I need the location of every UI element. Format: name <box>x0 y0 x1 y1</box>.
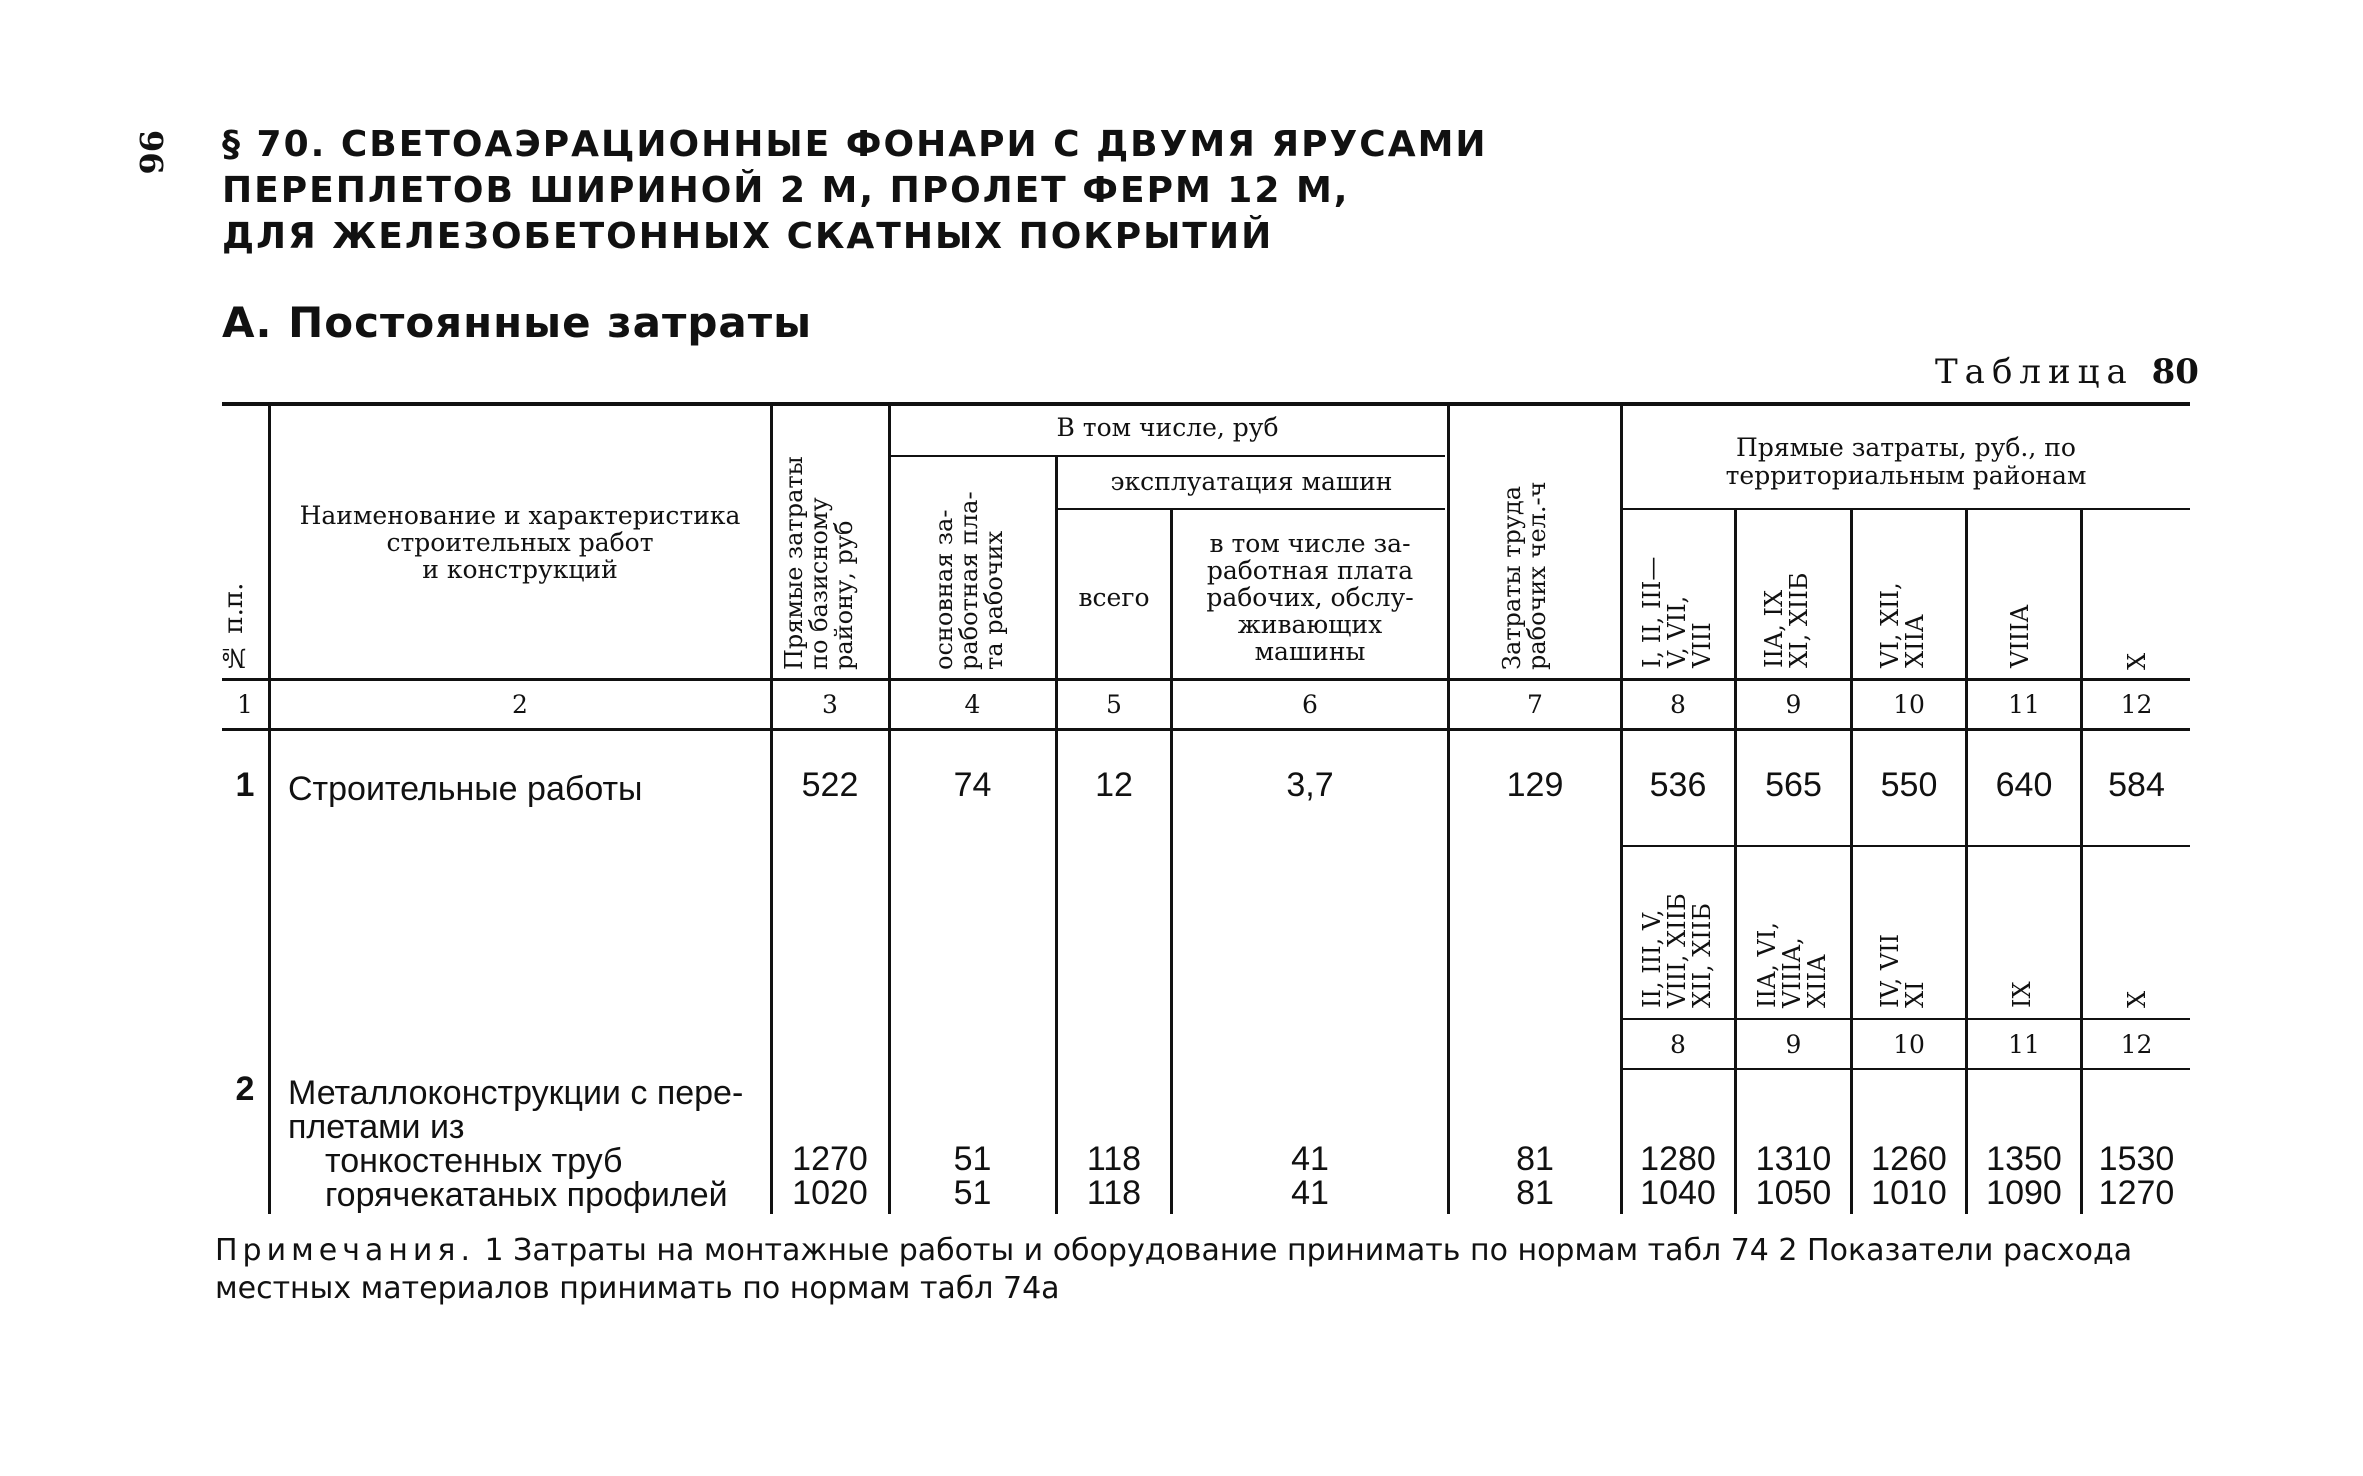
col-rule-9 <box>1850 510 1853 1214</box>
colnum-8: 8 <box>1670 690 1686 719</box>
colnum-5: 5 <box>1106 690 1122 719</box>
row2-sub1-region-1: 1280 <box>1640 1140 1716 1178</box>
row2-sub1-machine-total: 118 <box>1086 1140 1142 1178</box>
header2-region-2: IIA, VI, VIIIA, XIIA <box>1753 922 1831 1008</box>
row2-no: 2 <box>235 1070 255 1108</box>
row2-sub1-direct-cost: 1270 <box>792 1140 868 1178</box>
colnum2-9: 9 <box>1785 1030 1802 1059</box>
row1-no: 1 <box>235 766 255 804</box>
col-rule-4 <box>1055 456 1058 1214</box>
table-notes <box>215 1232 2215 1308</box>
row2-sub2-machine-wage: 41 <box>1291 1174 1329 1212</box>
machine-group-rule <box>1058 508 1445 510</box>
table-caption-number: 80 <box>2151 352 2199 392</box>
header2-region-3: IV, VII XI <box>1876 933 1929 1008</box>
header-region-2: IIA, IX XI, XIIБ <box>1760 572 1813 668</box>
colnum2-10: 10 <box>1893 1030 1925 1059</box>
header2-region-1: II, III, V, VIII, XIIБ XII, XIIБ <box>1638 893 1716 1008</box>
colnum-11: 11 <box>2008 690 2040 719</box>
row1-machine-wage: 3,7 <box>1286 766 1334 804</box>
header-region-3: VI, XII, XIIA <box>1876 582 1929 668</box>
row2-name-line2: плетами из <box>288 1108 465 1146</box>
header-direct-cost: Прямые затраты по базисному району, руб <box>780 456 858 670</box>
colnum-1: 1 <box>237 690 253 719</box>
row2-sub2-region-5: 1270 <box>2098 1174 2175 1212</box>
row2-sub2-labor: 81 <box>1516 1174 1554 1212</box>
section-heading <box>222 122 1488 260</box>
header-incl-group: В том числе, руб <box>1056 413 1279 442</box>
header2-region-4: IX <box>2008 981 2036 1008</box>
row1-region-2: 565 <box>1765 766 1822 804</box>
heading-line-1: § 70. СВЕТОАЭРАЦИОННЫЕ ФОНАРИ С ДВУМЯ ЯРУСАМИ <box>222 124 1488 165</box>
header2-region-5: X <box>2123 990 2151 1008</box>
subsection-title: А. Постоянные затраты <box>222 298 813 347</box>
row2-sub1-labor: 81 <box>1516 1140 1554 1178</box>
heading-line-3: ДЛЯ ЖЕЛЕЗОБЕТОННЫХ СКАТНЫХ ПОКРЫТИЙ <box>222 216 1274 257</box>
table-top-rule <box>222 402 2190 406</box>
col-rule-3 <box>888 404 891 1214</box>
regions2-bottom-rule <box>1622 1018 2190 1020</box>
row1-direct-cost: 522 <box>801 766 859 804</box>
notes-lead: Примечания. <box>215 1233 475 1268</box>
colnum2-11: 11 <box>2008 1030 2040 1059</box>
colnum-12: 12 <box>2120 690 2153 719</box>
col-rule-10 <box>1965 510 1968 1214</box>
colnum-9: 9 <box>1785 690 1802 719</box>
col-rule-2 <box>770 404 773 1214</box>
row2-sub2-region-3: 1010 <box>1871 1174 1947 1212</box>
row2-sub2-name: горячекатаных профилей <box>325 1176 728 1214</box>
regions-group-rule <box>1622 508 2190 510</box>
header-labor: Затраты труда рабочих чел.-ч <box>1498 481 1551 670</box>
header-regions-group: Прямые затраты, руб., по территориальным районам <box>1725 433 2087 490</box>
table-caption <box>1935 352 2199 392</box>
colnum-bottom-rule <box>222 728 2190 731</box>
row1-regions-rule <box>1622 845 2190 847</box>
row1-labor: 129 <box>1506 766 1564 804</box>
colnum-4: 4 <box>964 690 981 719</box>
heading-line-2: ПЕРЕПЛЕТОВ ШИРИНОЙ 2 М, ПРОЛЕТ ФЕРМ 12 М, <box>222 170 1350 211</box>
row1-machine-total: 12 <box>1095 766 1133 804</box>
row2-sub1-machine-wage: 41 <box>1291 1140 1329 1178</box>
header-name: Наименование и характеристика строительных работ и конструкций <box>299 501 741 584</box>
incl-group-rule <box>890 455 1445 457</box>
row2-sub1-region-2: 1310 <box>1755 1140 1832 1178</box>
header-no: № п.п. <box>219 582 249 672</box>
header-machine-total: всего <box>1078 583 1150 612</box>
row2-sub1-base-wage: 51 <box>953 1140 992 1178</box>
colnum-7: 7 <box>1527 690 1543 719</box>
row2-sub2-machine-total: 118 <box>1086 1174 1142 1212</box>
table-caption-label: Таблица <box>1935 352 2134 392</box>
row1-region-1: 536 <box>1649 766 1707 804</box>
row2-sub2-direct-cost: 1020 <box>792 1174 868 1212</box>
colnum2-12: 12 <box>2120 1030 2153 1059</box>
col-rule-8 <box>1734 510 1737 1214</box>
row2-sub2-region-4: 1090 <box>1986 1174 2062 1212</box>
col-rule-11 <box>2080 510 2083 1214</box>
row1-region-5: 584 <box>2108 766 2165 804</box>
header-region-4: VIIIA <box>2006 604 2034 668</box>
header-region-5: X <box>2123 652 2151 670</box>
colnum2-bottom-rule <box>1622 1068 2190 1070</box>
row1-region-3: 550 <box>1880 766 1938 804</box>
row2-sub1-region-4: 1350 <box>1986 1140 2062 1178</box>
col-rule-7 <box>1620 404 1623 1214</box>
row1-base-wage: 74 <box>953 766 992 804</box>
notes-text: 1 Затраты на монтажные работы и оборудование принимать по нормам табл 74 2 Показатели расхода местных материалов принимать по нормам табл 74а <box>215 1233 2133 1306</box>
header-machine-wage: в том числе за- работная плата рабочих, обслу- живающих машины <box>1206 529 1414 666</box>
colnum2-8: 8 <box>1670 1030 1686 1059</box>
row1-name: Строительные работы <box>288 770 643 808</box>
header-region-1: I, II, III— V, VII, VIII <box>1638 556 1716 668</box>
row2-sub2-region-1: 1040 <box>1640 1174 1716 1212</box>
row2-name-line1: Металлоконструкции с пере- <box>288 1074 744 1112</box>
page-number: 96 <box>132 130 170 175</box>
header-machine-group: эксплуатация машин <box>1110 467 1393 496</box>
row2-sub2-base-wage: 51 <box>953 1174 992 1212</box>
row1-region-4: 640 <box>1995 766 2053 804</box>
row2-sub1-region-3: 1260 <box>1871 1140 1947 1178</box>
row2-sub2-region-2: 1050 <box>1755 1174 1832 1212</box>
row2-sub1-name: тонкостенных труб <box>325 1142 623 1180</box>
row2-sub1-region-5: 1530 <box>2098 1140 2175 1178</box>
colnum-2: 2 <box>512 690 528 719</box>
colnum-6: 6 <box>1302 690 1318 719</box>
colnum-10: 10 <box>1893 690 1925 719</box>
header-bottom-rule <box>222 678 2190 681</box>
col-rule-6 <box>1447 404 1450 1214</box>
header-base-wage: основная за- работная пла- та рабочих <box>930 491 1008 670</box>
col-rule-1 <box>268 404 271 1214</box>
colnum-3: 3 <box>822 690 838 719</box>
